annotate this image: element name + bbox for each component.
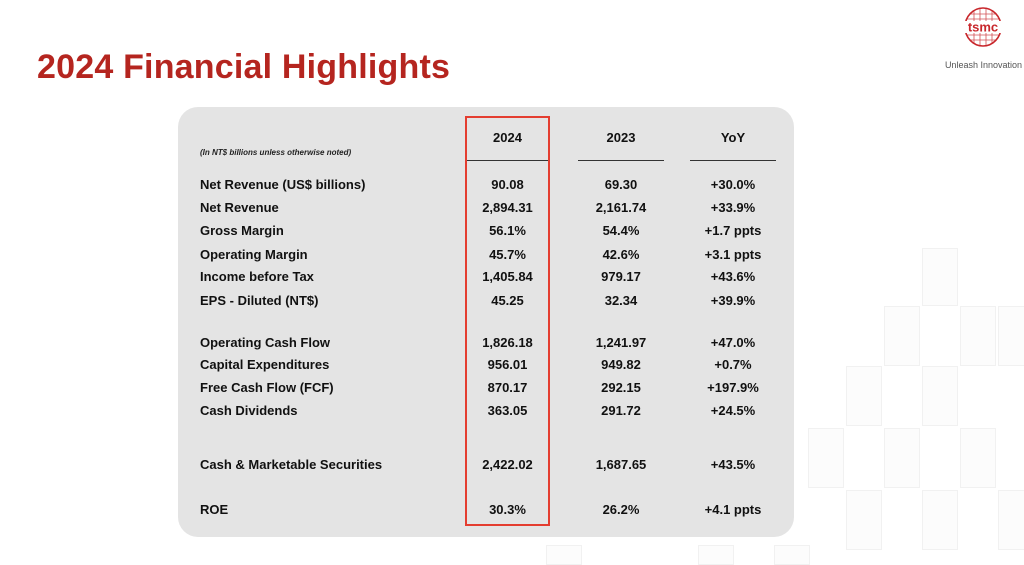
value-2024: 956.01 [487,357,528,372]
row-label: Net Revenue (US$ billions) [200,177,366,192]
column-header-2024: 2024 [493,130,522,145]
value-yoy: +39.9% [710,293,756,308]
table-row [0,502,1024,522]
tsmc-logo [956,6,1010,48]
row-label: Cash & Marketable Securities [200,457,383,472]
value-2023: 949.82 [601,357,641,372]
row-label: Free Cash Flow (FCF) [200,380,334,395]
value-2023: 979.17 [601,269,641,284]
value-2023: 1,241.97 [595,335,647,350]
value-2023: 2,161.74 [595,200,647,215]
table-row [0,293,1024,313]
header-underline [578,160,664,161]
value-2023: 291.72 [601,403,641,418]
decorative-square [774,545,810,565]
value-2024: 363.05 [487,403,528,418]
table-row [0,200,1024,220]
value-yoy: +0.7% [714,357,752,372]
value-yoy: +43.5% [710,457,756,472]
value-2023: 1,687.65 [595,457,647,472]
column-header-yoy: YoY [720,130,746,145]
row-label: Operating Cash Flow [200,335,331,350]
units-note: (In NT$ billions unless otherwise noted) [200,148,352,157]
value-yoy: +24.5% [710,403,756,418]
value-2024: 1,405.84 [482,269,533,284]
row-label: Gross Margin [200,223,284,238]
value-2024: 56.1% [489,223,526,238]
value-2023: 69.30 [604,177,638,192]
value-yoy: +47.0% [710,335,756,350]
value-2024: 1,826.18 [482,335,533,350]
value-2024: 2,422.02 [482,457,533,472]
table-row [0,177,1024,197]
value-yoy: +3.1 ppts [704,247,762,262]
value-2023: 32.34 [604,293,638,308]
table-row [0,247,1024,267]
header-underline [690,160,776,161]
value-2024: 90.08 [491,177,524,192]
table-row [0,357,1024,377]
decorative-square [546,545,582,565]
column-header-2023: 2023 [606,130,636,145]
value-yoy: +33.9% [710,200,756,215]
value-2024: 45.7% [489,247,526,262]
brand-block [930,6,1024,68]
value-2023: 292.15 [601,380,641,395]
table-row [0,380,1024,400]
row-label: Cash Dividends [200,403,298,418]
row-label: ROE [200,502,229,517]
row-label: Operating Margin [200,247,308,262]
table-row [0,269,1024,289]
value-yoy: +1.7 ppts [704,223,762,238]
table-row [0,403,1024,423]
logo-wordmark: tsmc [967,19,999,35]
row-label: Net Revenue [200,200,279,215]
value-2023: 54.4% [602,223,640,238]
value-2023: 42.6% [602,247,640,262]
decorative-square [698,545,734,565]
value-yoy: +4.1 ppts [704,502,762,517]
value-2024: 870.17 [487,380,528,395]
row-label: Capital Expenditures [200,357,330,372]
table-row [0,335,1024,355]
value-yoy: +197.9% [707,380,759,395]
table-row [0,223,1024,243]
value-yoy: +30.0% [710,177,756,192]
value-yoy: +43.6% [710,269,756,284]
header-underline [467,160,548,161]
table-row [0,457,1024,477]
value-2024: 2,894.31 [482,200,533,215]
row-label: Income before Tax [200,269,314,284]
value-2023: 26.2% [602,502,640,517]
page-title: 2024 Financial Highlights [37,48,451,86]
value-2024: 30.3% [489,502,526,517]
value-2024: 45.25 [491,293,524,308]
row-label: EPS - Diluted (NT$) [200,293,319,308]
brand-tagline: Unleash Innovation [944,60,1022,70]
